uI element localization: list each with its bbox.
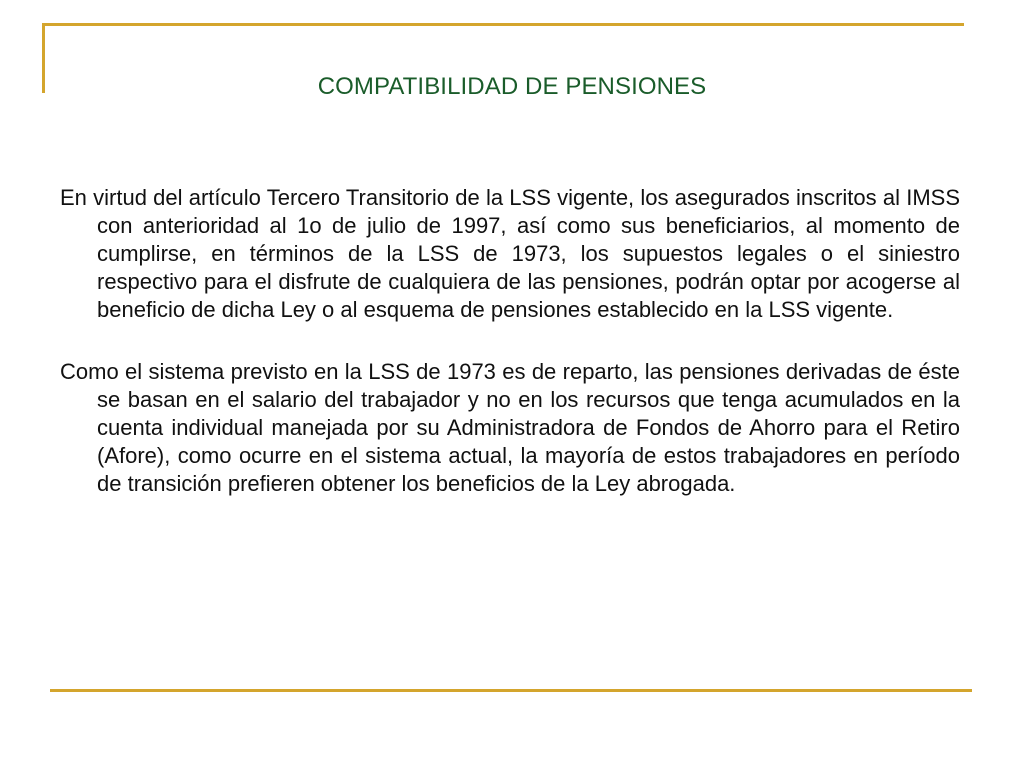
paragraph-sistema-reparto: Como el sistema previsto en la LSS de 1973 es de reparto, las pensiones derivadas de éste se basan en el salario del trabajador y no en los recursos que tenga acumulados en la cuenta individual manejada por su Administradora de Fondos de Ahorro para el Retiro (Afore), como ocurre en el sistema actual, la mayoría de estos trabajadores en período de transición prefieren obtener los beneficios de la Ley abrogada.: [60, 359, 960, 496]
top-rule: [42, 23, 964, 26]
paragraph-transitorio: En virtud del artículo Tercero Transitorio de la LSS vigente, los asegurados inscritos al IMSS con anterioridad al 1o de julio de 1997, así como sus beneficiarios, al momento de cumplirse, en términos de la LSS de 1973, los supuestos legales o el siniestro respectivo para el disfrute de cualquiera de las pensiones, podrán optar por acogerse al beneficio de dicha Ley o al esquema de pensiones establecido en la LSS vigente.: [60, 185, 960, 322]
slide-body: [60, 184, 960, 532]
bottom-rule: [50, 689, 972, 692]
slide-title: COMPATIBILIDAD DE PENSIONES: [317, 73, 707, 100]
